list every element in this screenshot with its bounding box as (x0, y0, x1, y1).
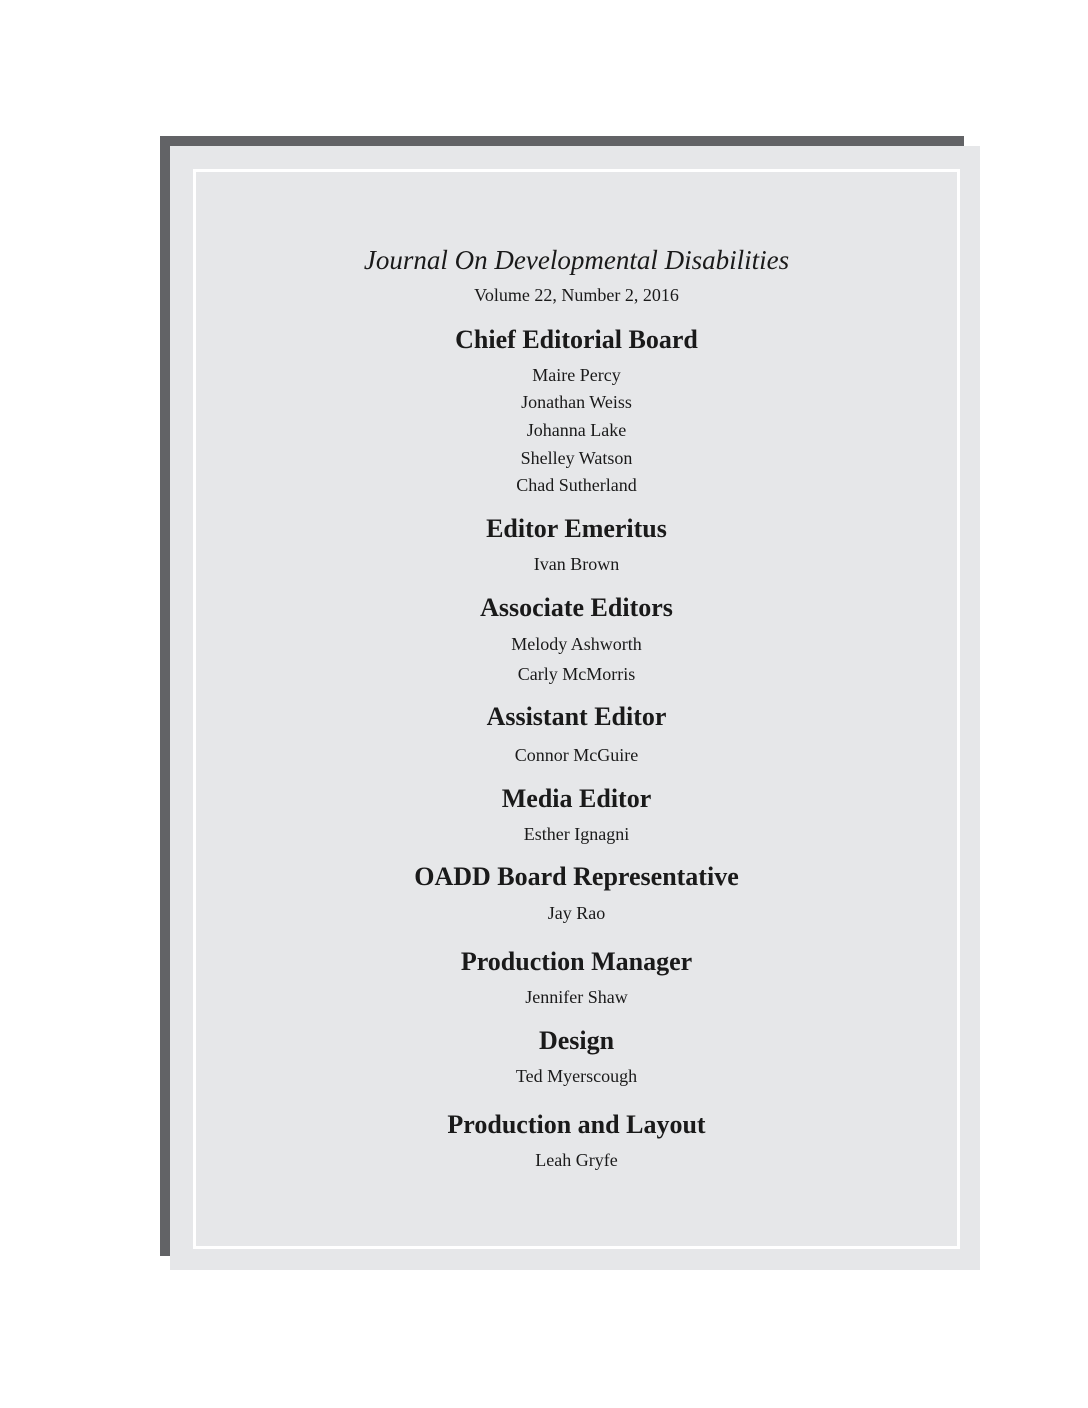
journal-title: Journal On Developmental Disabilities (363, 245, 790, 275)
section-heading: Associate Editors (480, 593, 673, 622)
section-heading: Assistant Editor (486, 702, 667, 731)
editor-name: Melody Ashworth (511, 634, 642, 654)
section-heading: Editor Emeritus (486, 514, 667, 543)
section-heading: Chief Editorial Board (455, 325, 698, 354)
section-heading: Design (538, 1026, 615, 1055)
editor-name: Jay Rao (547, 903, 606, 923)
editor-name: Jonathan Weiss (521, 392, 632, 412)
editor-name: Leah Gryfe (535, 1150, 618, 1170)
editor-name: Chad Sutherland (516, 475, 637, 495)
editor-name: Maire Percy (532, 365, 621, 385)
editor-name: Ivan Brown (533, 554, 620, 574)
section-heading: Production and Layout (447, 1110, 706, 1139)
section-heading: Media Editor (501, 784, 652, 813)
editor-name: Carly McMorris (517, 664, 636, 684)
section-heading: Production Manager (460, 947, 693, 976)
editor-name: Johanna Lake (526, 420, 627, 440)
editor-name: Shelley Watson (520, 448, 633, 468)
editor-name: Jennifer Shaw (525, 987, 628, 1007)
editor-name: Esther Ignagni (523, 824, 630, 844)
issue-info: Volume 22, Number 2, 2016 (474, 285, 679, 305)
editor-name: Ted Myerscough (515, 1066, 638, 1086)
editor-name: Connor McGuire (514, 745, 639, 765)
section-heading: OADD Board Representative (414, 862, 739, 891)
